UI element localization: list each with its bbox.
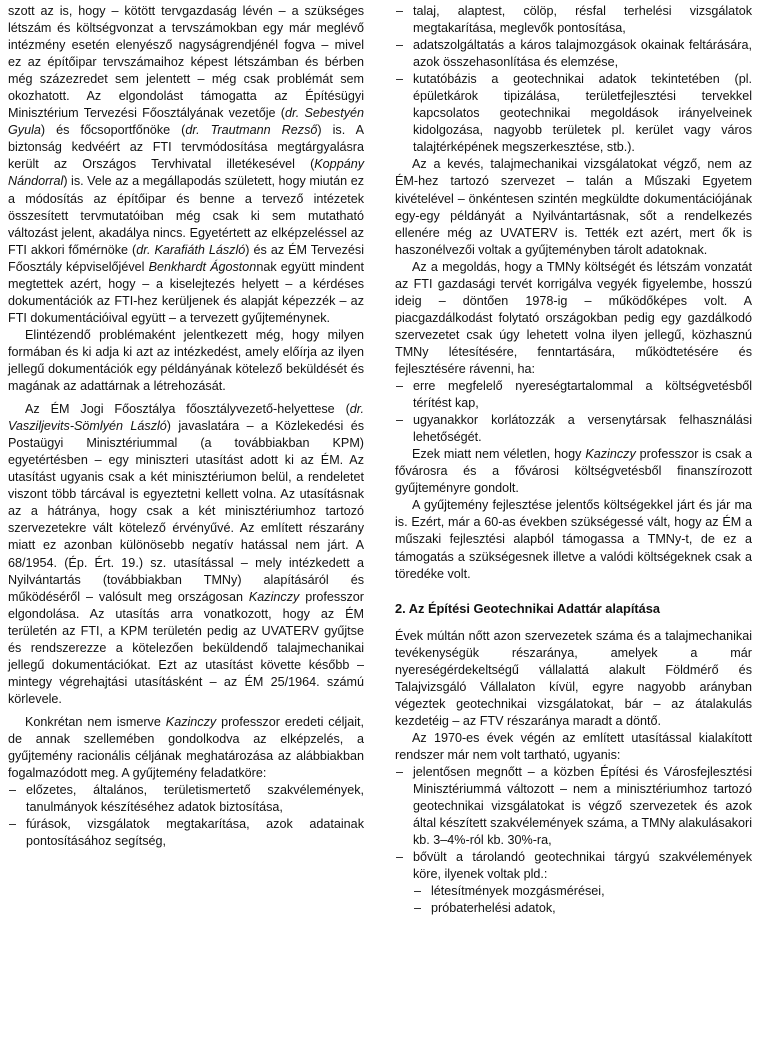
list-item: – fúrások, vizsgálatok megtakarítása, azok adatainak pontosításához segítség, bbox=[8, 816, 364, 850]
list-item: – adatszolgáltatás a káros talajmozgások okainak feltárására, azok összehasonlítása és elemzése, bbox=[395, 37, 752, 71]
section-heading: 2. Az Építési Geotechnikai Adattár alapítása bbox=[395, 600, 661, 616]
paragraph-2: Elintézendő problémaként jelentkezett még, hogy milyen formában és ki adja ki azt az intézkedést, amely előírja az ilyen jellegű dokumentációk egy példányának kötelező beküldését és magának az adattárnak a létrehozását. bbox=[8, 327, 364, 394]
list-item: – kutatóbázis a geotechnikai adatok tekintetében (pl. épületkárok tipizálása, területfejlesztési tervekkel kapcsolatos geotechnikai megoldások irányelveinek kidolgozása, nagyobb területek pl. kerület vagy város talajtérképének megszerkesztése, stb.). bbox=[395, 71, 752, 156]
paragraph-7: Ezek miatt nem véletlen, hogy Kazinczy professzor is csak a fővárosra és a fővárosi költségvetésből finanszírozott gyűjteményre gondolt. bbox=[395, 447, 752, 496]
paragraph-9: Évek múltán nőtt azon szervezetek száma és a talajmechanikai tevékenységük részaránya, amelyek a már nyereségérdekeltségű vállalattá alakult Földmérő és Talajvizsgáló Vállalaton kívül, egyre nagyobb arányban végeztek geotechnikai vizsgálatokat, bár – az átalakulás kezdetéig – az FTV részaránya maradt a döntő. bbox=[395, 628, 752, 728]
paragraph-10: Az 1970-es évek végén az említett utasítással kialakított rendszer már nem volt tartható, ugyanis: bbox=[395, 730, 752, 762]
list-item: – ugyanakkor korlátozzák a versenytársak felhasználási lehetőségét. bbox=[395, 412, 752, 446]
right-column bbox=[395, 3, 752, 917]
paragraph-8: A gyűjtemény fejlesztése jelentős költségekkel járt és jár ma is. Ezért, már a 60-as években szükségessé vált, hogy az ÉM a műszaki fejlesztési alapból támogassa a TMNy-t, de ez a támogatás a szükségesnek illetve a valódi költségeknek csak a töredéke volt. bbox=[395, 498, 752, 581]
paragraph-5: Az a kevés, talajmechanikai vizsgálatokat végző, nem az ÉM-hez tartozó szervezet – talán a Műszaki Egyetem kivételével – önkéntesen szintén megküldte dokumentációjának egy-egy példányát a Nyilvántartásnak, sőt a rendelkezés ellenére még az UVATERV is. Tették ezt azért, mert ők is haszonélvezői voltak a gyűjteményben tárolt adatoknak. bbox=[395, 157, 752, 257]
sub-list-item: – létesítmények mozgásmérései, bbox=[395, 883, 752, 900]
list-item: – talaj, alaptest, cölöp, résfal terhelési vizsgálatok megtakarítása, meglevők pontosítása, bbox=[395, 3, 752, 37]
sub-list-item: – próbaterhelési adatok, bbox=[395, 900, 752, 917]
left-column bbox=[8, 3, 364, 850]
paragraph-6: Az a megoldás, hogy a TMNy költségét és létszám vonzatát az FTI gazdasági tervét korrigálva vegyék figyelembe, hosszú ideig – döntően 1978-ig – működőképes volt. A piacgazdálkodást folytató országokban pedig egy gazdálkodó szervezetet csak úgy lehetett volna ilyen jellegű, közhasznú TMNy létesítésére, fenntartására, működtetésére és fejlesztésére rávenni, ha: bbox=[395, 259, 752, 376]
list-item: – előzetes, általános, területismertető szakvélemények, tanulmányok készítéséhez adatok biztosítása, bbox=[8, 782, 364, 816]
list-item: – bővült a tárolandó geotechnikai tárgyú szakvélemények köre, ilyenek voltak pld.: bbox=[395, 849, 752, 883]
list-item: – jelentősen megnőtt – a közben Építési és Városfejlesztési Minisztériummá változott – nem a minisztériumhoz tartozó geotechnikai vizsgálatokat is végző szervezetek és azok által készített szakvélemények száma, a TMNy alakulásakori kb. 3–4%-ról kb. 30%-ra, bbox=[395, 764, 752, 849]
list-item: – erre megfelelő nyereségtartalommal a költségvetésből térítést kap, bbox=[395, 378, 752, 412]
paragraph-1: szott az is, hogy – kötött tervgazdaság lévén – a szükséges létszám és költségvonzat a tervszámokban egy már meglévő intézmény esetén elenyésző nagyságrendjénél fogva – mivel ez az építőipar tervszámaihoz képest létszámban és bérben még százezredet sem jelentett – még csak problémát sem okozhatott. Az elgondolást támogatta az Építésügyi Minisztérium Tervezési Főosztályának vezetője (dr. Sebestyén Gyula) és főcsoportfőnöke (dr. Trautmann Rezső) is. A biztonság kedvéért az FTI tervmódosítása megtárgyalásra került az Országos Tervhivatal illetékesével (Koppány Nándorral) is. Vele az a megállapodás született, hogy miután ez a módosítás az építőipar és benne a tervező intézetek összesített tervmutatóiban még csak ki sem mutatható változást jelent, akadálya nincs. Egyetértett az elképzeléssel az FTI akkori főmérnöke (dr. Karafiáth László) és az ÉM Tervezési Főosztály képviselőjével Benkhardt Ágostonnak együtt mindent megtettek azért, hogy – a kiselejtezés helyett – a kérdéses dokumentációk az FTI-hez kerüljenek és alapját képezzék – az FTI dokumentációival együtt – a tervezett gyűjteménynek. bbox=[8, 4, 365, 325]
paragraph-3: Az ÉM Jogi Főosztálya főosztályvezető-helyettese (dr. Vasziljevits-Sömlyén László) javaslatára – a Közlekedési és Postaügyi Minisztériummal (a továbbiakban KPM) egyetértésben – egy miniszteri utasítást adott ki az ÉM. Az utasítást ugyanis csak a két minisztériumon belül, a rendeletet viszont több tárcával is egyeztetni kellett volna. Az utasításnak az a hátránya, hogy csak a két minisztériumhoz tartozó szervezetekre vált kötelező érvényűvé. Az említett részarány miatt ez azonban különösebb negatív hatással nem járt. A 68/1954. (Ép. Ért. 19.) sz. utasítással – mely intézkedett a Nyilvántartás (továbbiakban TMNy) alapításáról és működéséről – valósult meg országosan Kazinczy professzor elgondolása. Az utasítás arra vonatkozott, hogy az ÉM területén az FTI, a KPM területén pedig az UVATERV gyűjtse és rendszerezze a kötelezően beküldendő talajmechanikai jellegű dokumentációkat. Ezt az utasítást követte később – mintegy végrehajtási utasításként – az ÉM 25/1964. számú körlevele. bbox=[8, 402, 364, 706]
paragraph-4: Konkrétan nem ismerve Kazinczy professzor eredeti céljait, de annak szellemében gondolkodva az elképzelés, a gyűjtemény racionális céljának meghatározása az alábbiakban fogalmazódott meg. A gyűjtemény feladatköre: bbox=[8, 714, 364, 781]
